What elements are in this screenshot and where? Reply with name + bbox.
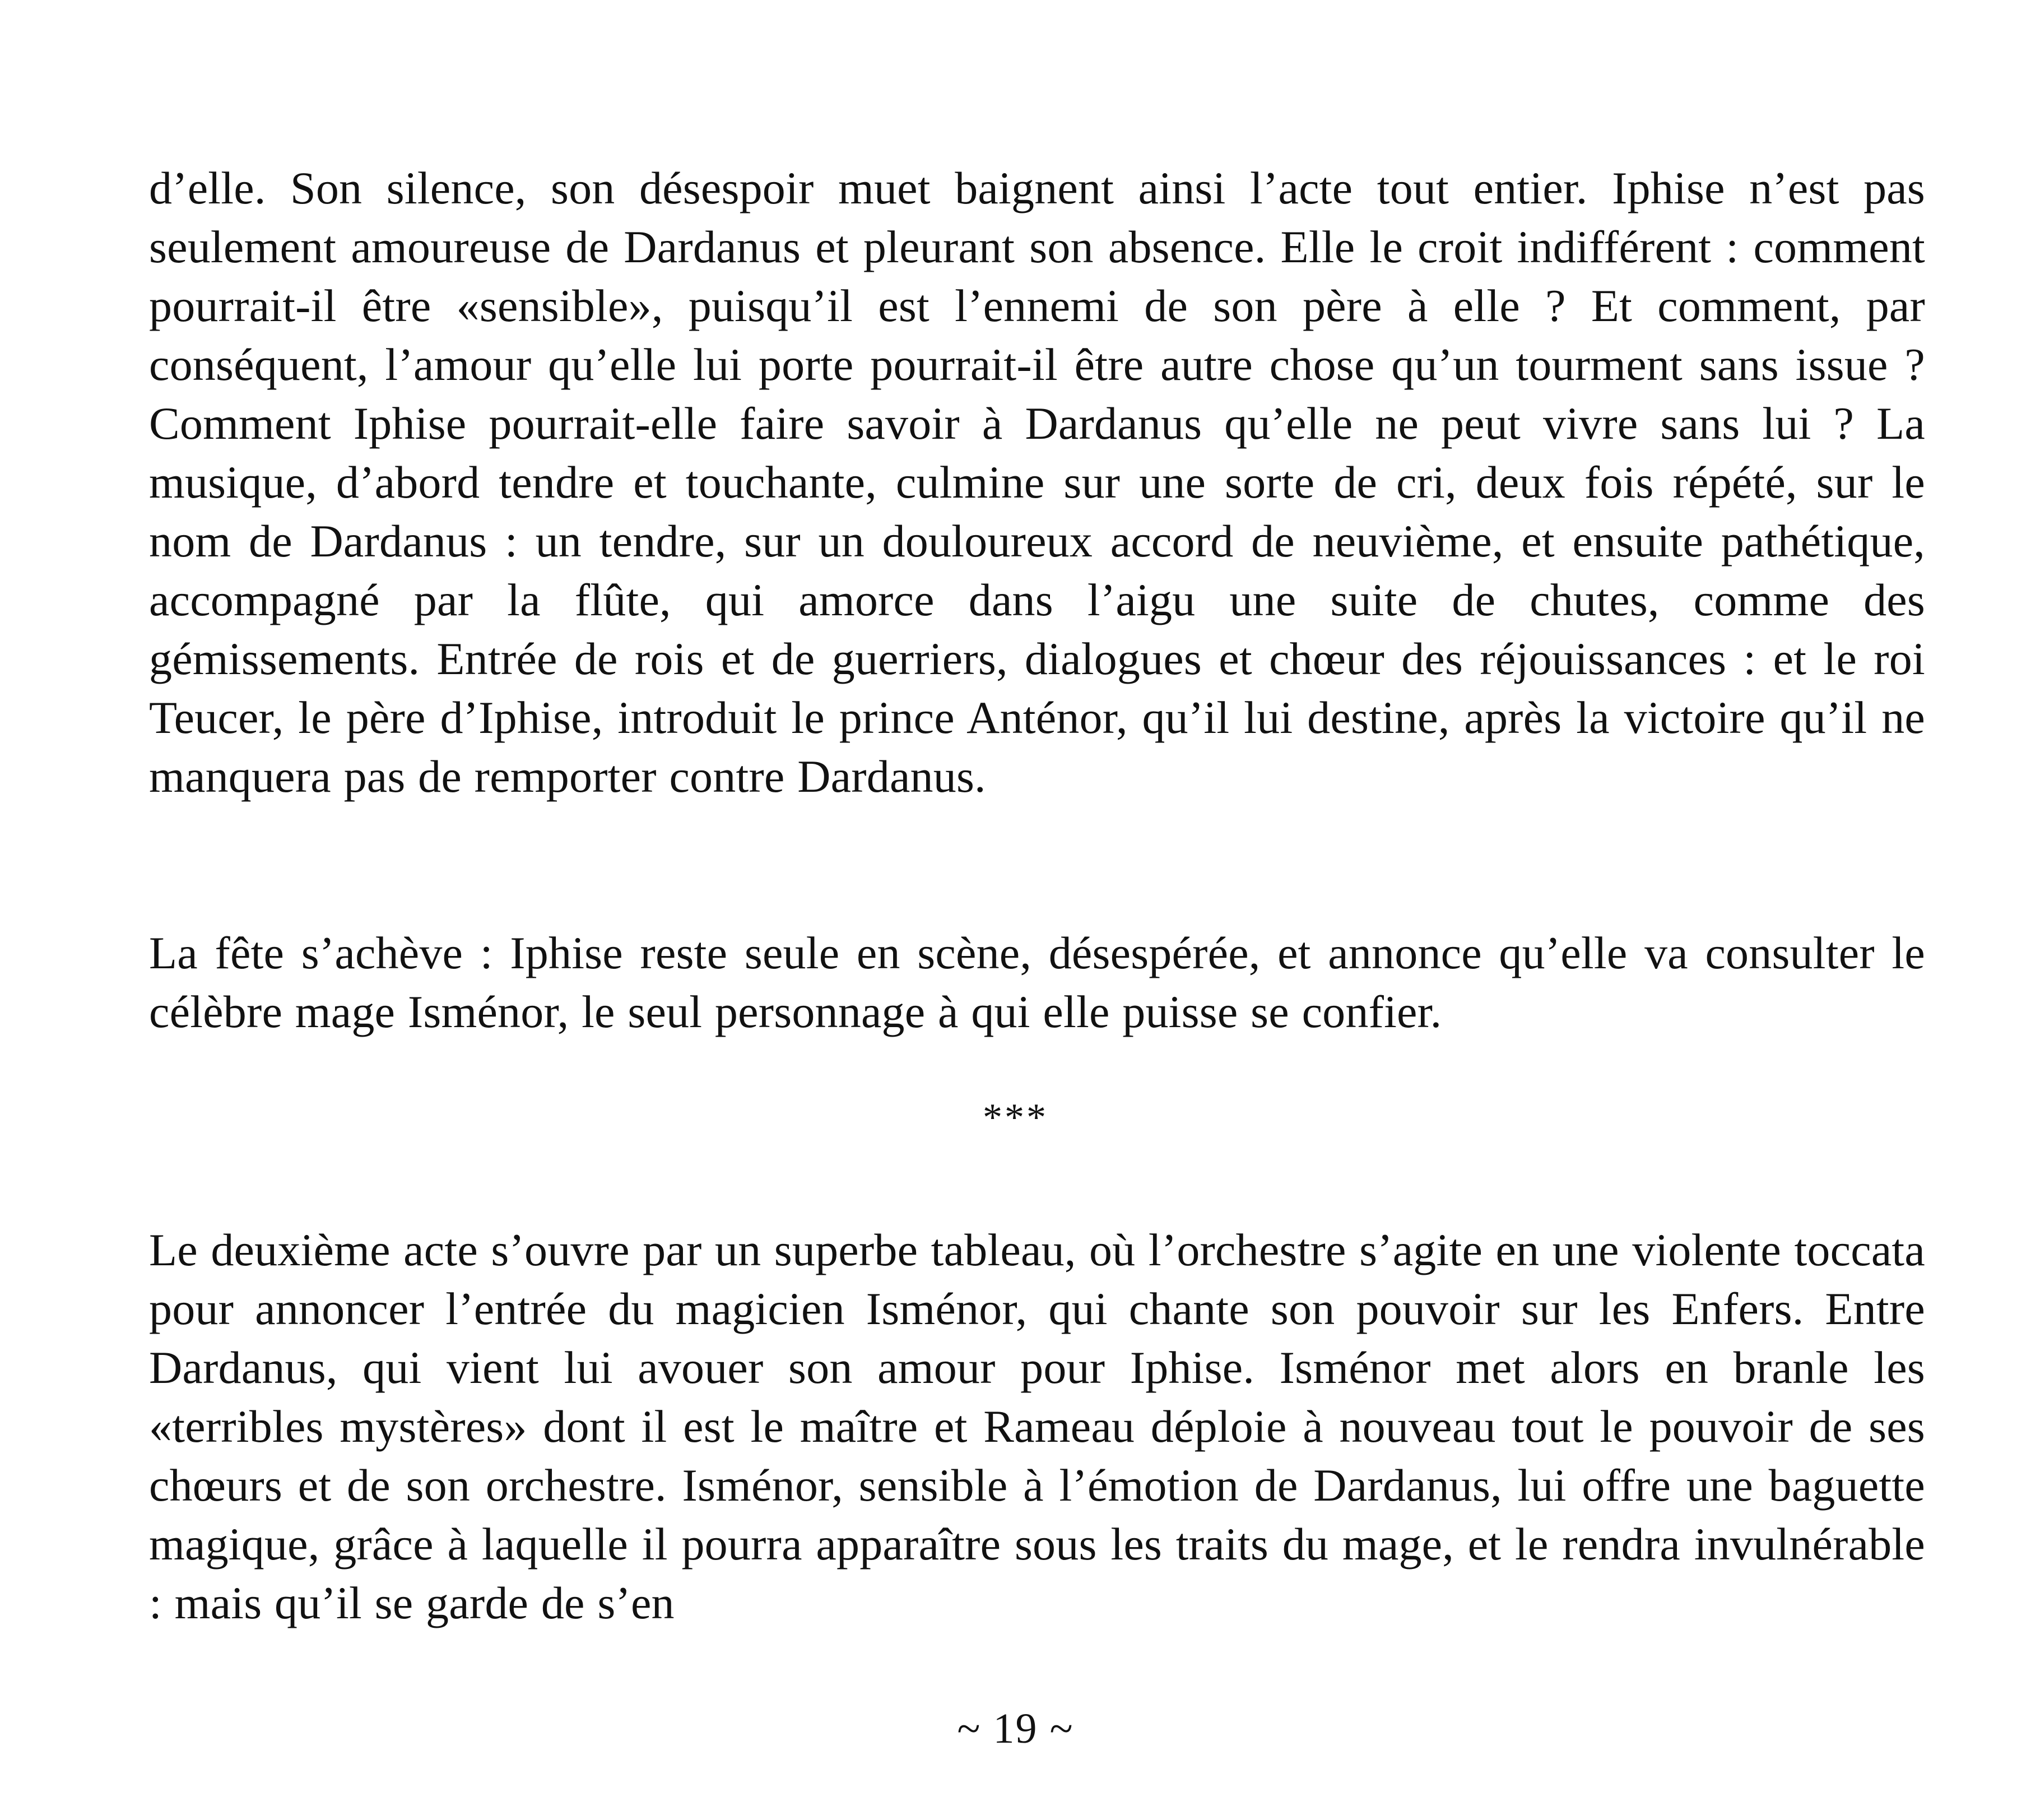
section-separator: ***: [983, 1096, 1048, 1139]
paragraph-2: La fête s’achève : Iphise reste seule en scène, désespérée, et annonce qu’elle va consulter le célèbre mage Isménor, le seul personnage à qui elle puisse se confier.: [149, 927, 1925, 1037]
page-number: ~ 19 ~: [957, 1705, 1074, 1752]
paragraph-3: Le deuxième acte s’ouvre par un superbe tableau, où l’orchestre s’agite en une violente toccata pour annoncer l’entrée du magicien Isménor, qui chante son pouvoir sur les Enfers. Entre Dardanus, qui vient lui avouer son amour pour Iphise. Isménor met alors en branle les «terribles mystères» dont il est le maître et Rameau déploie à nouveau tout le pouvoir de ses chœurs et de son orchestre. Isménor, sensible à l’émotion de Dardanus, lui offre une baguette magique, grâce à laquelle il pourra apparaître sous les traits du mage, et le rendra invulnérable : mais qu’il se garde de s’en: [149, 1224, 1925, 1628]
paragraph-1: d’elle. Son silence, son désespoir muet baignent ainsi l’acte tout entier. Iphise n’est pas seulement amoureuse de Dardanus et pleurant son absence. Elle le croit indifférent : comment pourrait-il être «sensible», puisqu’il est l’ennemi de son père à elle ? Et comment, par conséquent, l’amour qu’elle lui porte pourrait-il être autre chose qu’un tourment sans issue ? Comment Iphise pourrait-elle faire savoir à Dardanus qu’elle ne peut vivre sans lui ? La musique, d’abord tendre et touchante, culmine sur une sorte de cri, deux fois répété, sur le nom de Dardanus : un tendre, sur un douloureux accord de neuvième, et ensuite pathétique, accompagné par la flûte, qui amorce dans l’aigu une suite de chutes, comme des gémissements. Entrée de rois et de guerriers, dialogues et chœur des réjouissances : et le roi Teucer, le père d’Iphise, introduit le prince Anténor, qu’il lui destine, après la victoire qu’il ne manquera pas de remporter contre Dardanus.: [149, 162, 1925, 802]
